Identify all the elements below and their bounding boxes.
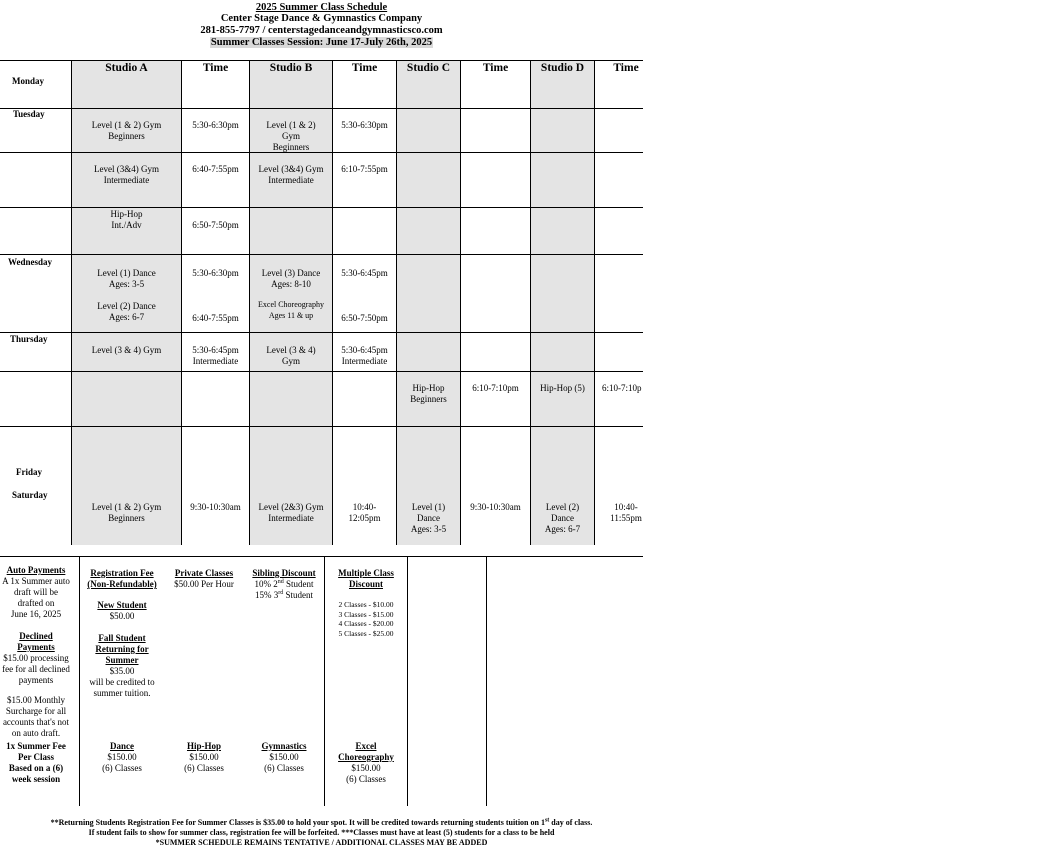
class-cell: Hip-Hop (5) [540,383,585,393]
class-cell: Level (1 & 2) Gym Beginners [91,120,162,141]
sibling-discount-info: Sibling Discount 10% 2nd Student 15% 3rd Student [252,568,316,600]
col-header-time: Time [482,62,509,74]
summer-fee-label: 1x Summer Fee Per Class Based on a (6) week session [6,741,66,784]
list-item: 3 Classes - $15.00 [338,609,394,619]
session-dates: Summer Classes Session: June 17-July 26th, 2025 [210,37,433,48]
time-cell: 10:40- 12:05pm [348,502,381,523]
time-cell: 6:10-7:10p [602,383,642,393]
grid-line [0,556,643,557]
time-cell: 5:30-6:30pm [341,120,388,130]
time-cell: 6:50-7:50pm [192,220,239,230]
registration-fee-info: Registration Fee (Non-Refundable) [87,568,157,589]
info-divider [407,557,408,806]
grid-line [396,60,397,545]
declined-payments-info: Declined Payments $15.00 processing fee for all declined payments [2,631,70,685]
company-name: Center Stage Dance & Gymnastics Company [220,13,423,24]
info-divider [486,557,487,806]
footer-note-3: *SUMMER SCHEDULE REMAINS TENTATIVE / ADDITIONAL CLASSES MAY BE ADDED [155,838,488,847]
grid-line [0,108,643,109]
excel-choreography-fee: Excel Choreography $150.00 (6) Classes [338,741,394,784]
time-cell: 5:30-6:45pm [341,268,388,278]
studio-c-shade [397,60,460,545]
grid-line [0,60,643,61]
new-student-fee: New Student $50.00 [97,600,147,621]
class-cell: Level (3 & 4) Gym [266,345,316,366]
grid-line [181,60,182,545]
col-header-time: Time [613,62,639,74]
private-classes-info: Private Classes $50.00 Per Hour [174,568,234,589]
time-cell: 10:40- 11:55pm [610,502,642,523]
class-cell: Level (3&4) Gym Intermediate [258,164,324,185]
col-header-studio-d: Studio D [540,62,585,74]
col-header-time: Time [202,62,229,74]
dance-fee: Dance $150.00 (6) Classes [102,741,142,773]
col-header-time: Time [351,62,378,74]
grid-line [0,332,643,333]
list-item: 2 Classes - $10.00 [338,600,394,609]
footer-note-1: **Returning Students Registration Fee for Summer Classes is $35.00 to hold your spot. It will be credited towards returning students tuition on 1st day of class. [50,817,593,827]
time-cell: 6:50-7:50pm [341,313,388,323]
time-cell: 9:30-10:30am [470,502,521,512]
class-cell: Level (3) Dance Ages: 8-10 [261,268,321,289]
multiple-class-discount-info: Multiple Class Discount [338,568,394,589]
contact-info: 281-855-7797 / centerstagedanceandgymnasticsco.com [200,25,443,36]
class-cell: Level (1) Dance Ages: 3-5 [97,268,156,289]
class-cell: Level (1) Dance Ages: 3-5 [410,502,447,534]
page-title: 2025 Summer Class Schedule [255,2,388,13]
time-cell: 6:40-7:55pm [192,164,239,174]
class-cell: Level (2) Dance Ages: 6-7 [97,301,156,322]
class-cell: Hip-Hop Beginners [410,383,447,404]
hiphop-fee: Hip-Hop $150.00 (6) Classes [184,741,224,773]
grid-line [0,254,643,255]
day-monday: Monday [12,76,45,86]
grid-line [332,60,333,545]
time-cell: 6:40-7:55pm [192,313,239,323]
class-cell: Level (3 & 4) Gym [91,345,162,355]
gymnastics-fee: Gymnastics $150.00 (6) Classes [261,741,307,773]
class-cell: Excel Choreography Ages 11 & up [258,300,324,320]
grid-line [460,60,461,545]
list-item: 4 Classes - $20.00 [338,619,394,628]
class-cell: Level (2) Dance Ages: 6-7 [544,502,581,534]
list-item: 5 Classes - $25.00 [338,628,394,638]
grid-line [0,371,643,372]
class-cell: Level (1 & 2) Gym Beginners [91,502,162,523]
day-saturday: Saturday [12,490,48,500]
time-cell: 9:30-10:30am [190,502,241,512]
monthly-surcharge-info: $15.00 Monthly Surcharge for all accounts that's not on auto draft. [2,695,70,738]
grid-line [0,207,643,208]
class-cell: Level (1 & 2) Gym Beginners [266,120,316,152]
day-friday: Friday [16,467,42,477]
discount-list [325,600,407,638]
returning-student-fee: Fall Student Returning for Summer $35.00 will be credited to summer tuition. [89,633,155,698]
col-header-studio-b: Studio B [269,62,313,74]
grid-line [0,426,643,427]
time-cell: 6:10-7:10pm [472,383,519,393]
time-cell: 5:30-6:30pm [192,120,239,130]
footer-note-2: If student fails to show for summer class, registration fee will be forfeited. ***Classes must have at least (5) students for a class to be held [88,828,555,837]
time-cell: 5:30-6:45pm Intermediate [192,345,239,366]
col-header-studio-c: Studio C [406,62,451,74]
grid-line [530,60,531,545]
time-cell: 5:30-6:45pm Intermediate [341,345,388,366]
time-cell: 5:30-6:30pm [192,268,239,278]
class-cell: Level (2&3) Gym Intermediate [258,502,324,523]
day-tuesday: Tuesday [13,109,45,119]
grid-line [594,60,595,545]
time-cell: 6:10-7:55pm [341,164,388,174]
studio-d-shade [530,60,594,545]
class-cell: Hip-Hop Int./Adv [110,209,143,230]
col-header-studio-a: Studio A [105,62,148,74]
class-cell: Level (3&4) Gym Intermediate [94,164,159,185]
day-wednesday: Wednesday [8,257,53,267]
auto-payments-info: Auto Payments A 1x Summer auto draft will be drafted on June 16, 2025 [2,565,70,619]
day-thursday: Thursday [10,334,48,344]
